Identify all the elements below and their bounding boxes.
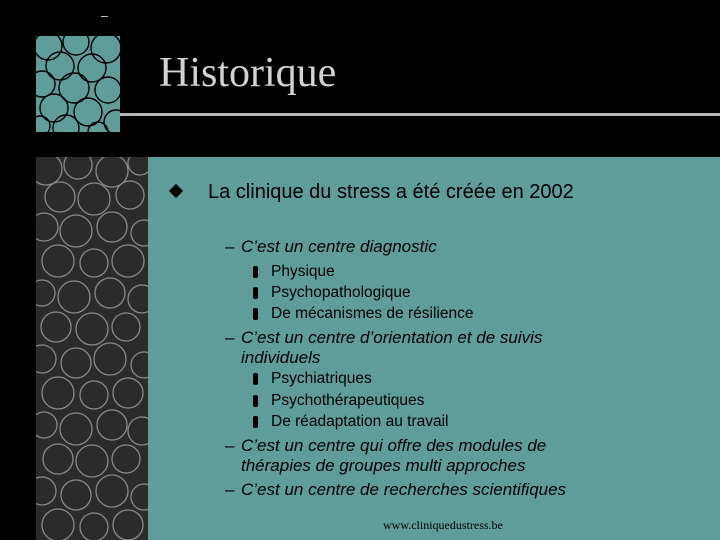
list-item (271, 284, 411, 302)
bullet-mark-icon (253, 395, 258, 407)
content-panel (148, 157, 720, 540)
sub-item-text: C’est un centre de recherches scientifiques (241, 480, 567, 499)
sub-item-orientation (225, 328, 543, 368)
sub-item-text: C’est un centre diagnostic (241, 237, 437, 256)
bullet-mark-icon (253, 287, 258, 299)
list-item (271, 413, 449, 431)
teal-circles-pattern (36, 36, 120, 132)
list-item (271, 305, 473, 323)
bullet-mark-icon (253, 308, 258, 320)
list-item-text: De réadaptation au travail (271, 413, 449, 430)
bullet-mark-icon (253, 416, 258, 428)
slide-title: Historique (159, 50, 337, 96)
sub-item-modules (225, 436, 547, 476)
list-item-text: Psychopathologique (271, 284, 411, 301)
list-item-text: De mécanismes de résilience (271, 305, 474, 322)
top-dash (101, 16, 108, 17)
list-item (271, 392, 424, 410)
list-item-text: Psychiatriques (271, 370, 372, 387)
title-rule (120, 113, 720, 116)
sub-item-text-line2: individuels (241, 348, 321, 367)
gray-circles-pattern (36, 157, 148, 540)
dash-bullet-icon: – (225, 436, 235, 455)
dash-bullet-icon: – (225, 237, 235, 256)
main-bullet-text: La clinique du stress a été créée en 2002 (208, 181, 574, 203)
diamond-bullet-icon (169, 184, 183, 198)
bullet-mark-icon (253, 266, 258, 278)
main-bullet (208, 181, 574, 204)
footer-url: www.cliniquedustress.be (383, 518, 503, 532)
dash-bullet-icon: – (225, 328, 235, 347)
list-item (271, 370, 372, 388)
sub-item-research (225, 480, 567, 500)
sub-item-text-line2: thérapies de groupes multi approches (241, 456, 526, 475)
list-item (271, 263, 335, 281)
bullet-mark-icon (253, 373, 258, 385)
dash-bullet-icon: – (225, 480, 235, 499)
list-item-text: Physique (271, 263, 335, 280)
sub-item-diagnostic (225, 237, 437, 257)
sub-item-text-line1: C’est un centre d’orientation et de suivis (241, 328, 543, 347)
list-item-text: Psychothérapeutiques (271, 392, 425, 409)
sub-item-text-line1: C’est un centre qui offre des modules de (241, 436, 547, 455)
